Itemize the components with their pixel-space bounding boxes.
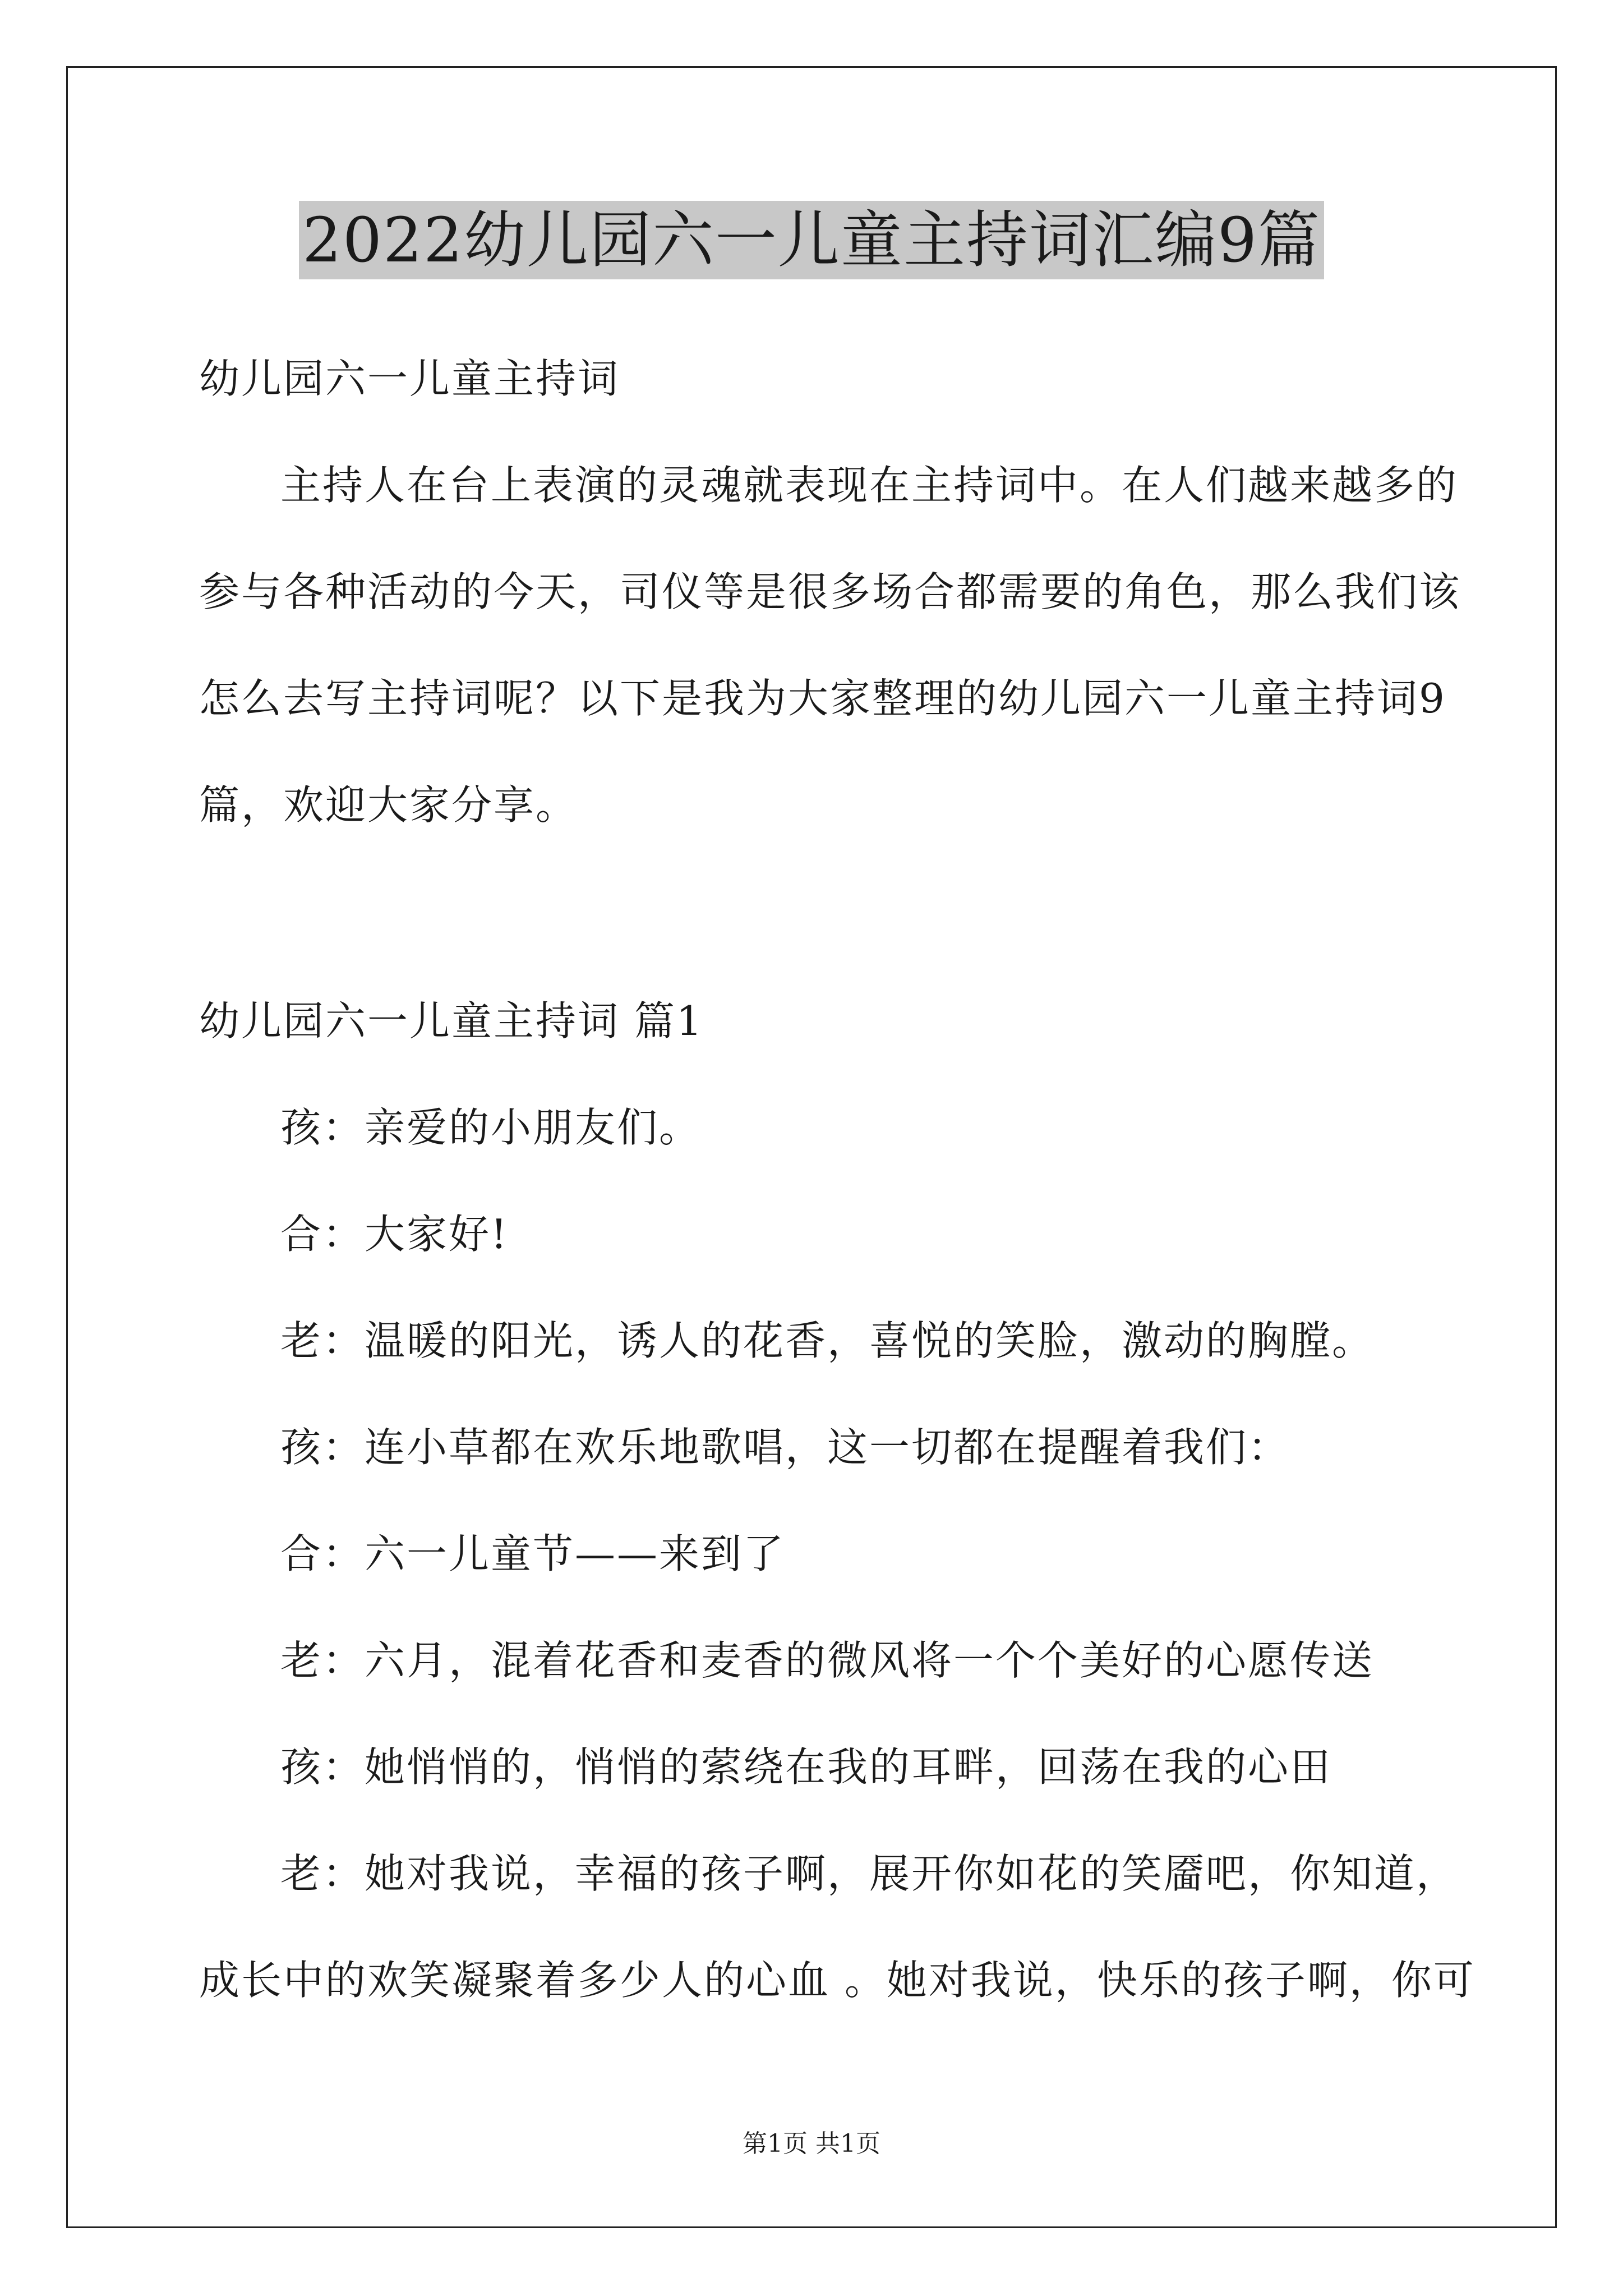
dialogue-line: 老：温暖的阳光，诱人的花香，喜悦的笑脸，激动的胸膛。 <box>280 1317 1375 1364</box>
intro-line-2: 参与各种活动的今天，司仪等是很多场合都需要的角色，那么我们该 <box>199 568 1461 615</box>
title-container <box>0 201 1623 279</box>
dialogue-continuation: 成长中的欢笑凝聚着多少人的心血 。她对我说，快乐的孩子啊，你可 <box>199 1957 1476 2004</box>
intro-line-4: 篇，欢迎大家分享。 <box>199 781 578 829</box>
dialogue-line: 孩：亲爱的小朋友们。 <box>280 1104 702 1151</box>
article-heading: 幼儿园六一儿童主持词 篇1 <box>199 997 704 1045</box>
intro-line-1: 主持人在台上表演的灵魂就表现在主持词中。在人们越来越多的 <box>280 462 1459 509</box>
page-footer: 第1页 共1页 <box>743 2129 880 2158</box>
document-title: 2022幼儿园六一儿童主持词汇编9篇 <box>299 201 1324 279</box>
dialogue-line: 孩：她悄悄的，悄悄的萦绕在我的耳畔，回荡在我的心田 <box>280 1743 1332 1791</box>
dialogue-line: 孩：连小草都在欢乐地歌唱，这一切都在提醒着我们： <box>280 1424 1290 1471</box>
dialogue-line: 合：大家好! <box>280 1211 509 1258</box>
dialogue-line: 老：六月，混着花香和麦香的微风将一个个美好的心愿传送 <box>280 1637 1375 1684</box>
section-heading: 幼儿园六一儿童主持词 <box>199 355 620 402</box>
intro-line-3: 怎么去写主持词呢？以下是我为大家整理的幼儿园六一儿童主持词9 <box>199 675 1446 722</box>
dialogue-line: 合：六一儿童节——来到了 <box>280 1530 786 1577</box>
dialogue-line: 老：她对我说，幸福的孩子啊，展开你如花的笑靥吧，你知道， <box>280 1850 1459 1897</box>
